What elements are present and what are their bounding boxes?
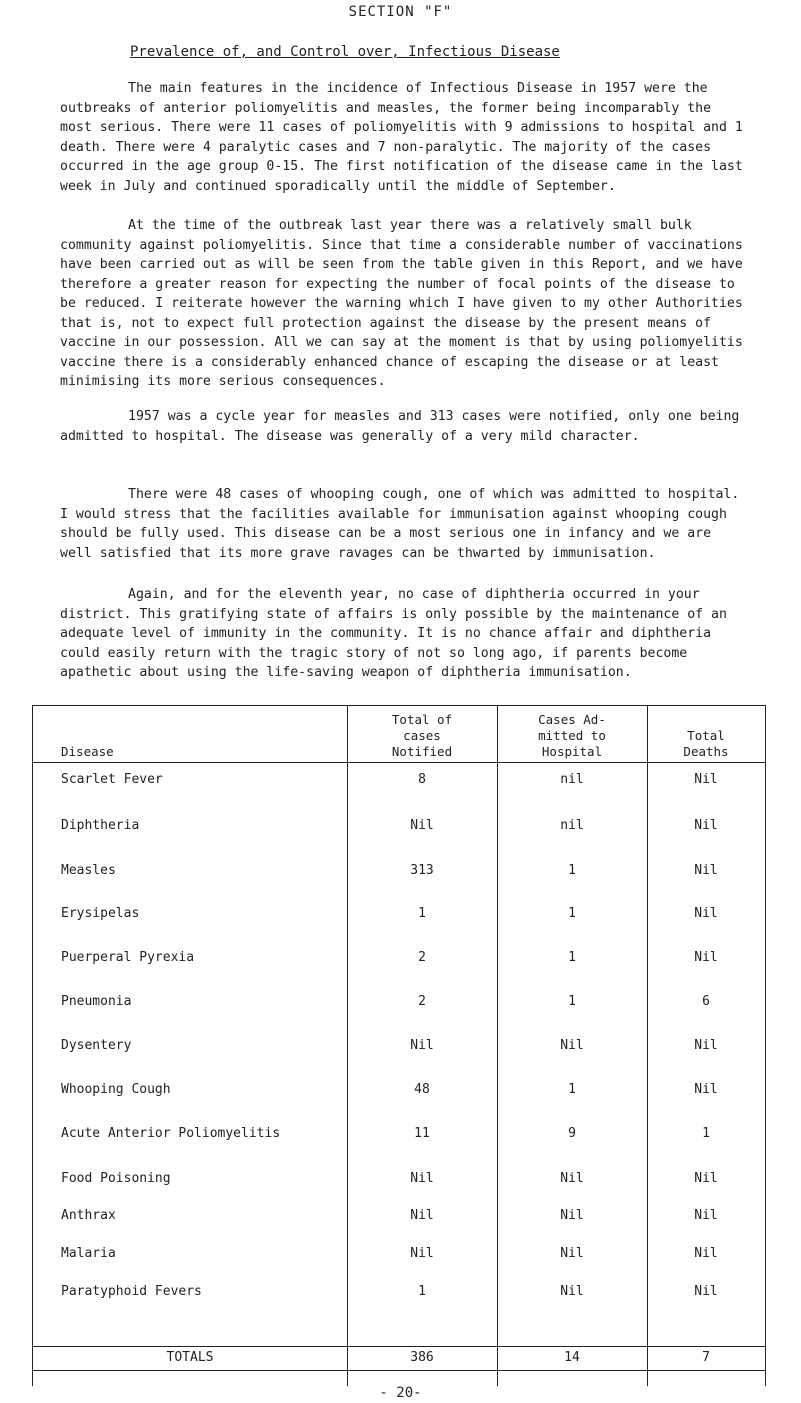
row-notified: 313 bbox=[410, 863, 434, 878]
row-deaths: Nil bbox=[694, 772, 718, 787]
header-line: cases bbox=[403, 728, 441, 743]
row-deaths: Nil bbox=[694, 1082, 718, 1097]
header-admitted-hospital bbox=[497, 712, 647, 760]
row-deaths: Nil bbox=[694, 1038, 718, 1053]
row-admitted: 1 bbox=[568, 1082, 576, 1097]
row-notified: 2 bbox=[418, 950, 426, 965]
row-deaths: 1 bbox=[702, 1126, 710, 1141]
row-admitted: 1 bbox=[568, 906, 576, 921]
header-line: Total of bbox=[391, 712, 453, 727]
row-disease: Puerperal Pyrexia bbox=[61, 950, 195, 965]
row-disease: Scarlet Fever bbox=[61, 772, 163, 787]
row-notified: 2 bbox=[418, 994, 426, 1009]
header-line: Notified bbox=[391, 744, 453, 759]
row-admitted: 9 bbox=[568, 1126, 576, 1141]
row-deaths: 6 bbox=[702, 994, 710, 1009]
row-disease: Food Poisoning bbox=[61, 1171, 171, 1186]
header-line: Total bbox=[687, 728, 725, 743]
paragraph-vaccination: At the time of the outbreak last year there was a relatively small bulk community against poliomyelitis. Since that time a considerable number of vaccinations have been carried out as will be seen from the table given in this Report, and we have therefore a greater reason for expecting the number of focal points of the disease to be reduced. I reiterate however the warning which I have given to my other Authorities that is, not to expect full protection against the disease by the present means of vaccine in our possession. All we can say at the moment is that by using poliomyelitis vaccine there is a considerably enhanced chance of escaping the disease or at least minimising its more serious consequences. bbox=[60, 218, 743, 389]
row-deaths: Nil bbox=[694, 1246, 718, 1261]
row-admitted: Nil bbox=[560, 1246, 584, 1261]
paragraph-diphtheria: Again, and for the eleventh year, no case of diphtheria occurred in your district. This gratifying state of affairs is only possible by the maintenance of an adequate level of immunity in the community. It is no chance affair and diphtheria could easily return with the tragic story of not so long ago, if parents become apathetic about using the life-saving weapon of diphtheria immunisation. bbox=[60, 587, 727, 680]
header-line: mitted to bbox=[538, 728, 606, 743]
section-title: SECTION "F" bbox=[348, 4, 453, 20]
row-admitted: 1 bbox=[568, 994, 576, 1009]
row-admitted: 1 bbox=[568, 950, 576, 965]
row-disease: Paratyphoid Fevers bbox=[61, 1284, 202, 1299]
row-disease: Whooping Cough bbox=[61, 1082, 171, 1097]
row-disease: Pneumonia bbox=[61, 994, 132, 1009]
totals-label: TOTALS bbox=[166, 1350, 214, 1365]
row-notified: Nil bbox=[410, 1208, 434, 1223]
row-notified: 1 bbox=[418, 1284, 426, 1299]
totals-admitted: 14 bbox=[564, 1350, 580, 1365]
totals-notified: 386 bbox=[410, 1350, 434, 1365]
row-notified: Nil bbox=[410, 818, 434, 833]
row-notified: 1 bbox=[418, 906, 426, 921]
paragraph-measles: 1957 was a cycle year for measles and 313 cases were notified, only one being admitted to hospital. The disease was generally of a very mild character. bbox=[60, 409, 740, 444]
row-disease: Erysipelas bbox=[61, 906, 140, 921]
disease-table bbox=[32, 705, 766, 1386]
page-number: - 20- bbox=[379, 1385, 422, 1401]
row-deaths: Nil bbox=[694, 863, 718, 878]
row-disease: Malaria bbox=[61, 1246, 116, 1261]
row-disease: Dysentery bbox=[61, 1038, 132, 1053]
row-notified: Nil bbox=[410, 1171, 434, 1186]
totals-rule-bottom bbox=[33, 1370, 765, 1371]
row-deaths: Nil bbox=[694, 1171, 718, 1186]
header-total-deaths bbox=[647, 728, 765, 760]
header-line: Deaths bbox=[683, 744, 729, 759]
row-deaths: Nil bbox=[694, 906, 718, 921]
report-heading: Prevalence of, and Control over, Infectious Disease bbox=[130, 44, 560, 60]
row-admitted: 1 bbox=[568, 863, 576, 878]
totals-deaths: 7 bbox=[702, 1350, 710, 1365]
row-admitted: nil bbox=[560, 818, 584, 833]
row-disease: Acute Anterior Poliomyelitis bbox=[61, 1126, 281, 1141]
row-admitted: Nil bbox=[560, 1038, 584, 1053]
row-deaths: Nil bbox=[694, 950, 718, 965]
row-deaths: Nil bbox=[694, 818, 718, 833]
header-total-notified bbox=[347, 712, 497, 760]
header-disease: Disease bbox=[61, 744, 114, 759]
row-admitted: Nil bbox=[560, 1284, 584, 1299]
row-notified: 11 bbox=[414, 1126, 430, 1141]
row-disease: Anthrax bbox=[61, 1208, 116, 1223]
row-deaths: Nil bbox=[694, 1208, 718, 1223]
row-disease: Diphtheria bbox=[61, 818, 140, 833]
header-line: Hospital bbox=[541, 744, 603, 759]
row-notified: 48 bbox=[414, 1082, 430, 1097]
header-rule bbox=[33, 762, 765, 763]
row-admitted: Nil bbox=[560, 1171, 584, 1186]
row-disease: Measles bbox=[61, 863, 116, 878]
header-line: Cases Ad- bbox=[538, 712, 606, 727]
row-deaths: Nil bbox=[694, 1284, 718, 1299]
paragraph-poliomyelitis: The main features in the incidence of Infectious Disease in 1957 were the outbreaks of anterior poliomyelitis and measles, the former being incomparably the most serious. There were 11 cases of poliomyelitis with 9 admissions to hospital and 1 death. There were 4 paralytic cases and 7 non-paralytic. The majority of the cases occurred in the age group 0-15. The first notification of the disease came in the last week in July and continued sporadically until the middle of September. bbox=[60, 81, 743, 194]
row-notified: 8 bbox=[418, 772, 426, 787]
totals-rule-top bbox=[33, 1346, 765, 1347]
row-admitted: nil bbox=[560, 772, 584, 787]
row-notified: Nil bbox=[410, 1038, 434, 1053]
row-admitted: Nil bbox=[560, 1208, 584, 1223]
row-notified: Nil bbox=[410, 1246, 434, 1261]
paragraph-whooping-cough: There were 48 cases of whooping cough, one of which was admitted to hospital. I would stress that the facilities available for immunisation against whooping cough should be fully used. This disease can be a most serious one in infancy and we are well satisfied that its more grave ravages can be thwarted by immunisation. bbox=[60, 487, 740, 561]
